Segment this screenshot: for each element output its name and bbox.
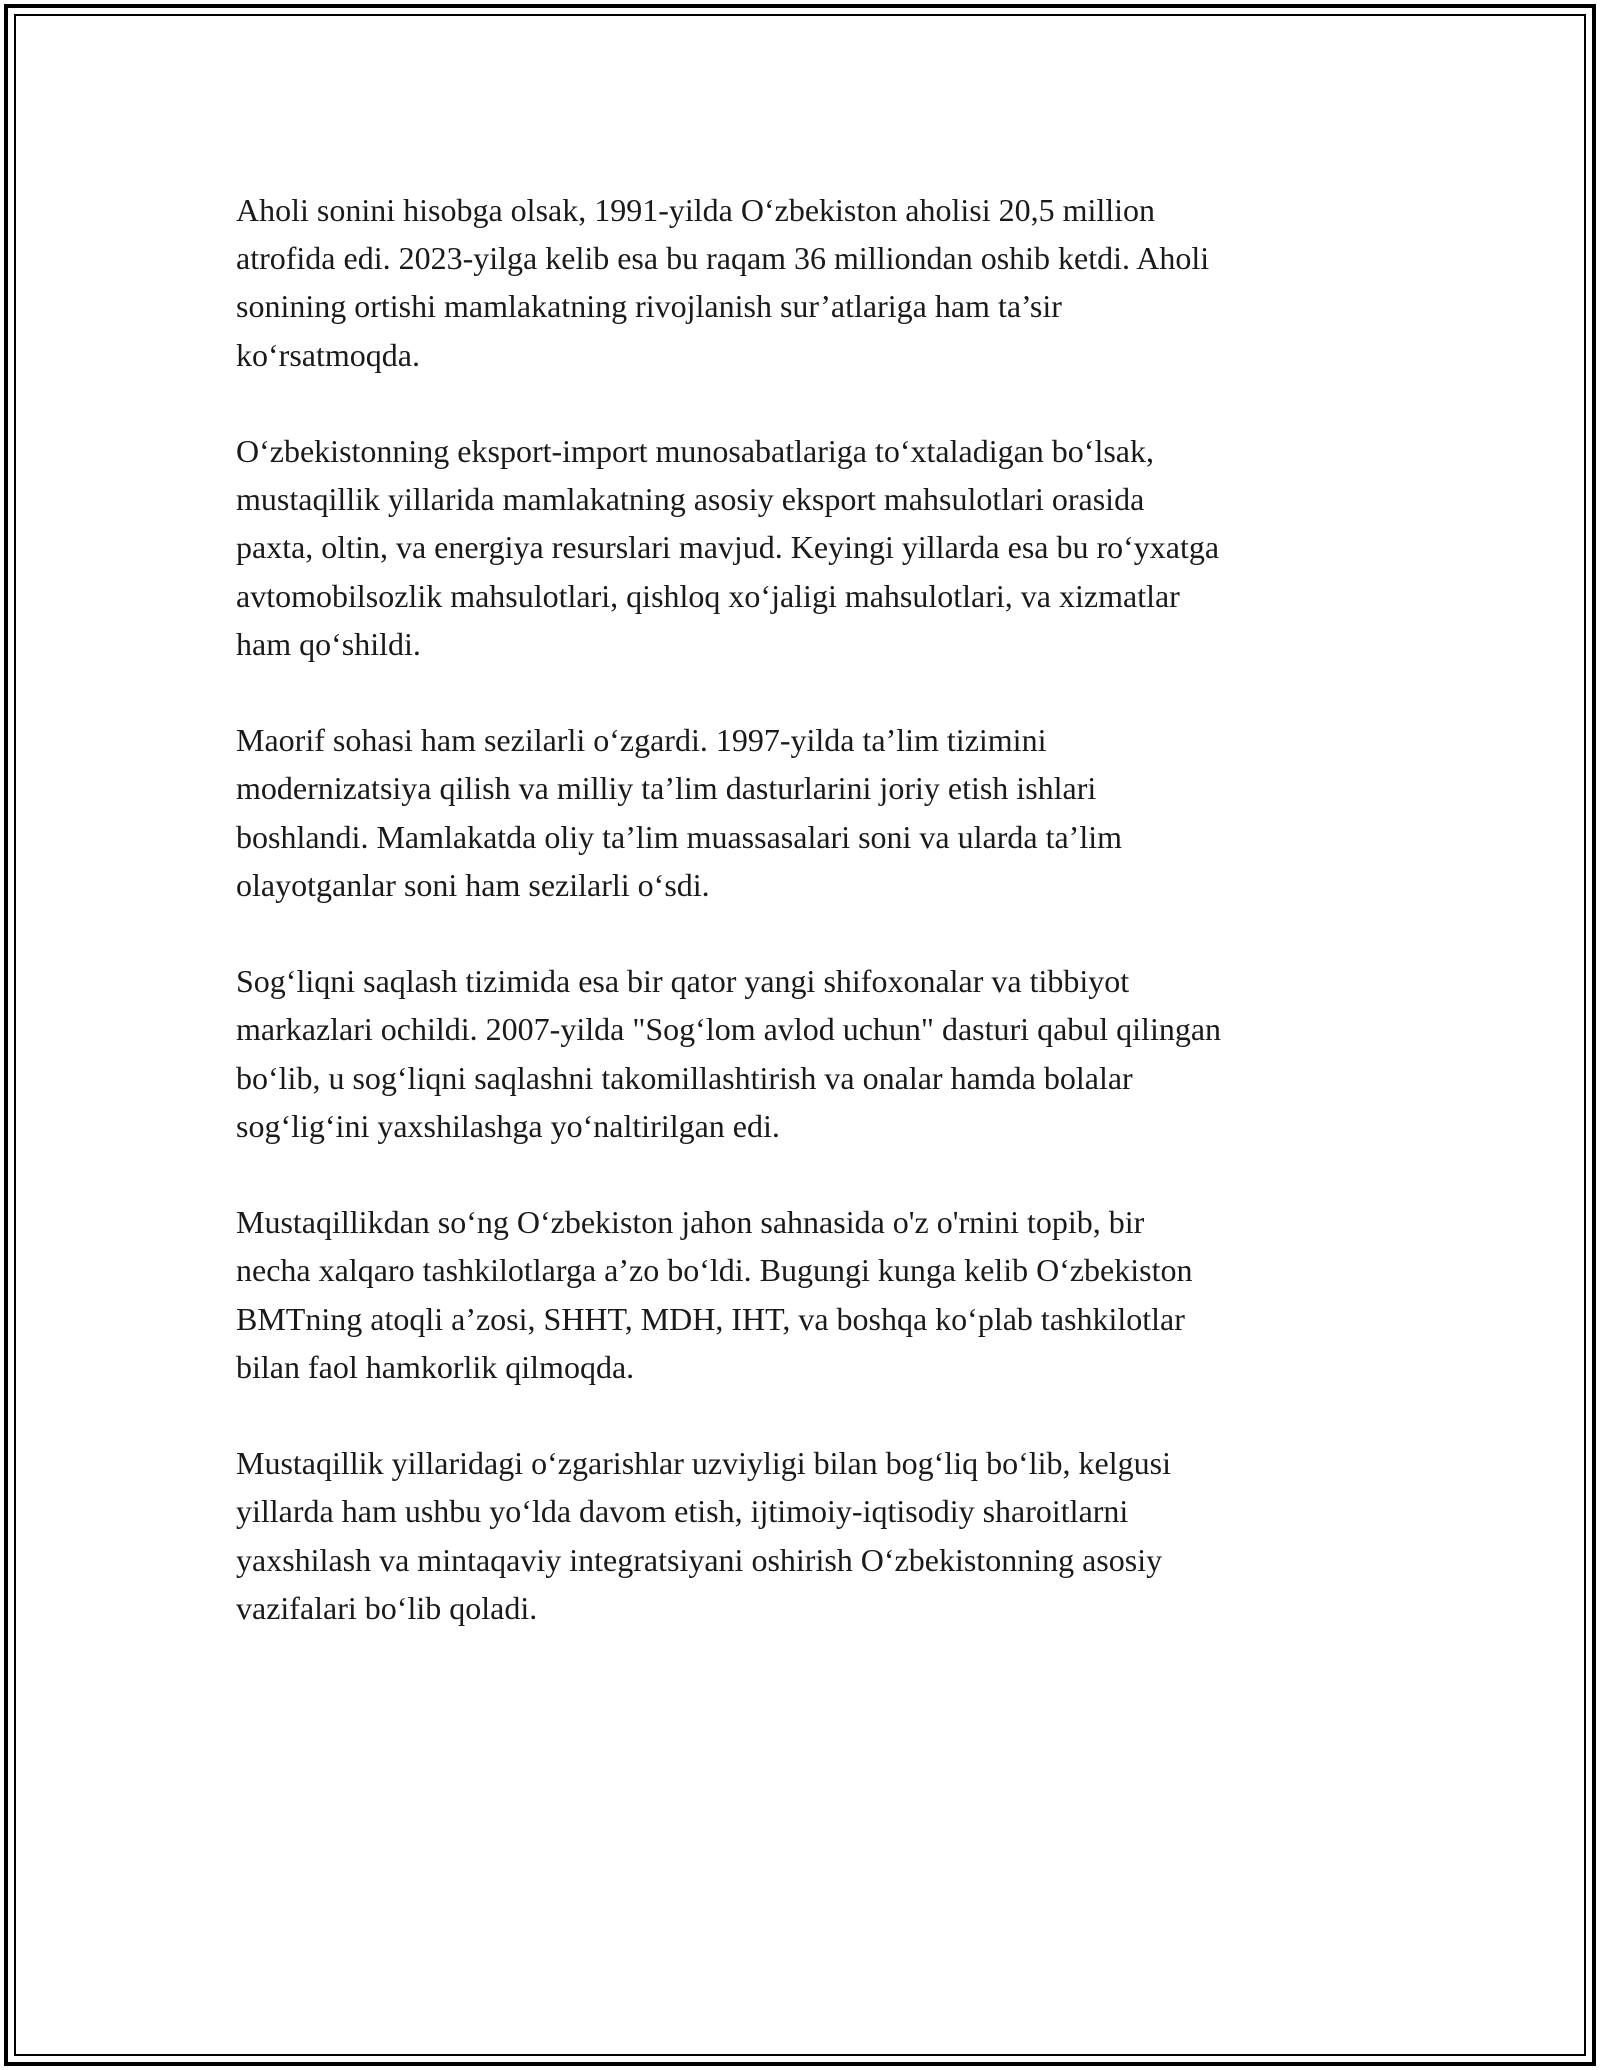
paragraph-population: Aholi sonini hisobga olsak, 1991-yilda O‘zbekiston aholisi 20,5 million atrofida edi. 2023-yilga kelib esa bu raqam 36 milliondan oshib ketdi. Aholi sonining ortishi mamlakatning rivojlanish sur’atlariga ham ta’sir ko‘rsatmoqda. xyxy=(236,192,1210,373)
paragraph-healthcare: Sog‘liqni saqlash tizimida esa bir qator yangi shifoxonalar va tibbiyot markazlari ochildi. 2007-yilda "Sog‘lom avlod uchun" dasturi qabul qilingan bo‘lib, u sog‘liqni saqlashni takomillashtirish va onalar hamda bolalar sog‘lig‘ini yaxshilashga yo‘naltirilgan edi. xyxy=(236,963,1222,1144)
paragraph-international: Mustaqillikdan so‘ng O‘zbekiston jahon sahnasida o'z o'rnini topib, bir necha xalqaro tashkilotlarga a’zo bo‘ldi. Bugungi kunga kelib O‘zbekiston BMTning atoqli a’zosi, SHHT, MDH, IHT, va boshqa ko‘plab tashkilotlar bilan faol hamkorlik qilmoqda. xyxy=(236,1204,1193,1385)
paragraph-conclusion: Mustaqillik yillaridagi o‘zgarishlar uzviyligi bilan bog‘liq bo‘lib, kelgusi yillarda ham ushbu yo‘lda davom etish, ijtimoiy-iqtisodiy sharoitlarni yaxshilash va mintaqaviy integratsiyani oshirish O‘zbekistonning asosiy vazifalari bo‘lib qoladi. xyxy=(236,1445,1171,1626)
paragraph-education: Maorif sohasi ham sezilarli o‘zgardi. 1997-yilda ta’lim tizimini modernizatsiya qilish va milliy ta’lim dasturlarini joriy etish ishlari boshlandi. Mamlakatda oliy ta’lim muassasalari soni va ularda ta’lim olayotganlar soni ham sezilarli o‘sdi. xyxy=(236,722,1122,903)
paragraph-export-import: O‘zbekistonning eksport-import munosabatlariga to‘xtaladigan bo‘lsak, mustaqillik yillarida mamlakatning asosiy eksport mahsulotlari orasida paxta, oltin, va energiya resurslari mavjud. Keyingi yillarda esa bu ro‘yxatga avtomobilsozlik mahsulotlari, qishloq xo‘jaligi mahsulotlari, va xizmatlar ham qo‘shildi. xyxy=(236,433,1220,662)
document-body xyxy=(236,186,1376,1680)
